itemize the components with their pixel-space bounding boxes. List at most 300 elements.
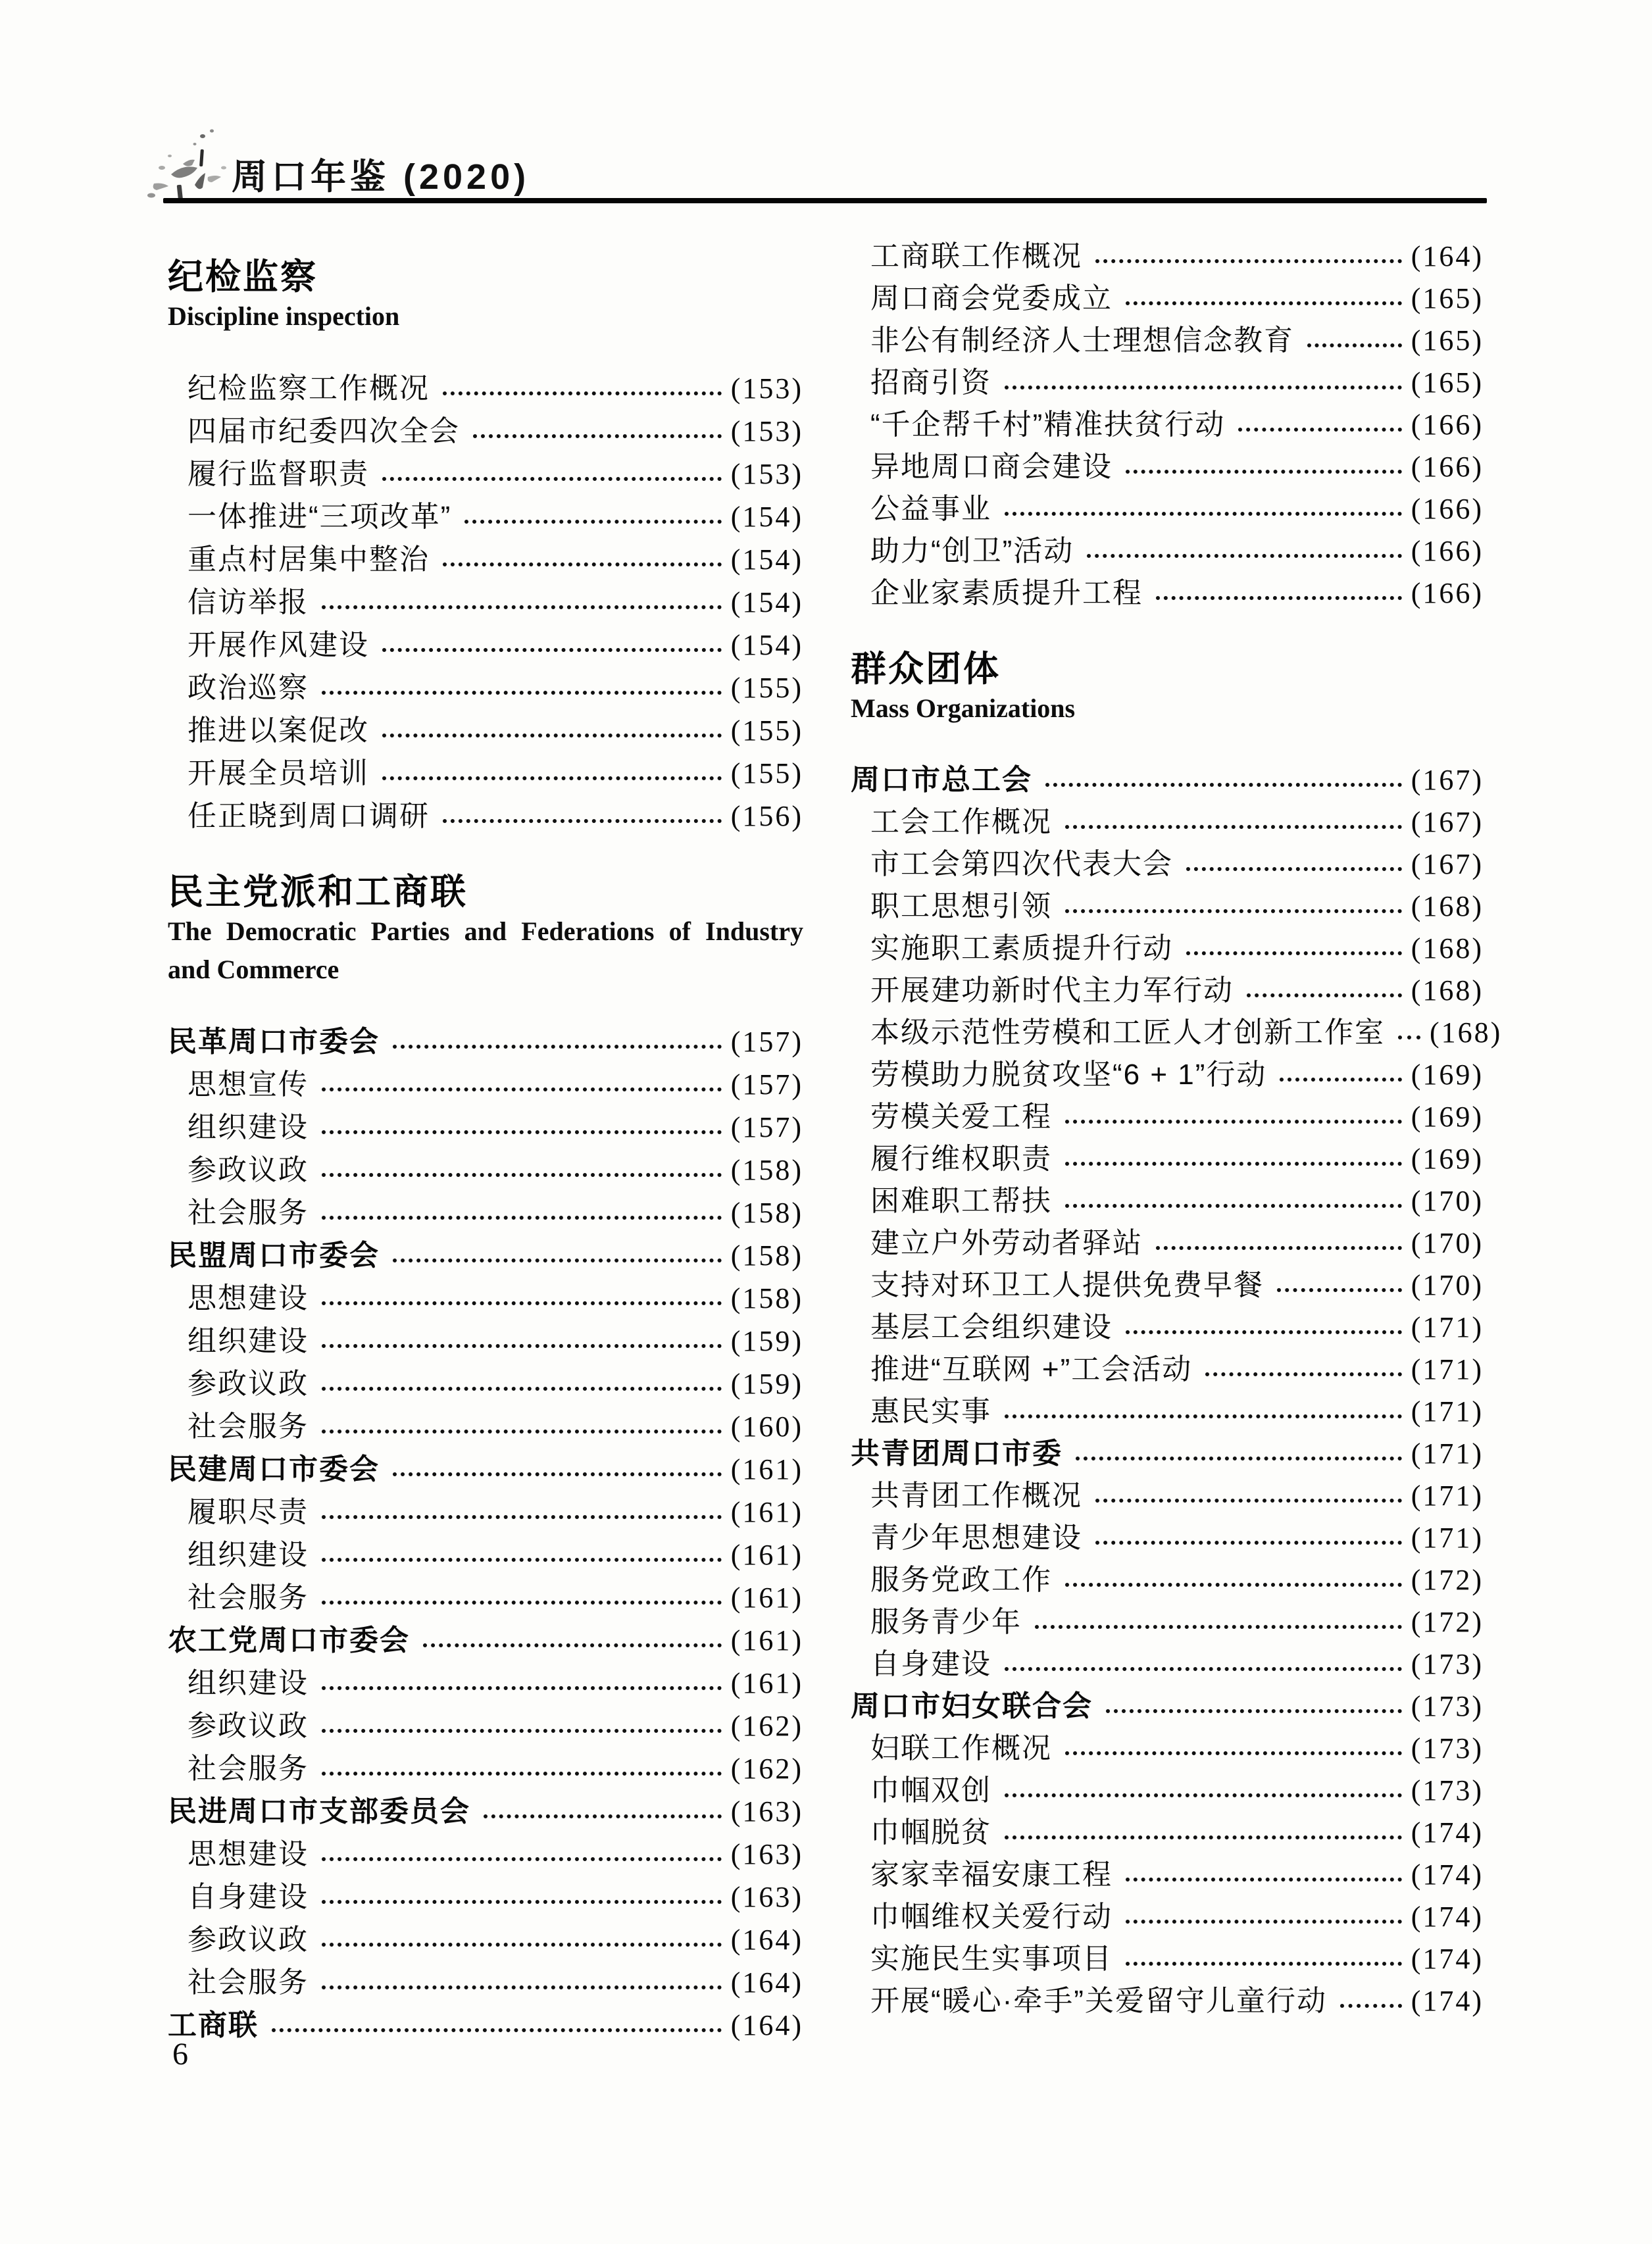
toc-entry-label: 本级示范性劳模和工匠人才创新工作室 (870, 1016, 1385, 1049)
toc-entry-row (851, 1685, 1484, 1728)
toc-entry-page: (171) (1411, 1480, 1484, 1512)
toc-entry-label: 任正晓到周口调研 (188, 800, 430, 832)
dot-leader (1087, 530, 1401, 558)
toc-entry-label: 公益事业 (870, 493, 991, 525)
toc-entry-label: “千企帮千村”精准扶贫行动 (870, 409, 1226, 441)
toc-entry-page: (164) (730, 2009, 803, 2041)
dot-leader (322, 1662, 722, 1690)
toc-entry-page: (174) (1411, 1901, 1484, 1933)
dot-leader (1340, 1980, 1402, 2008)
toc-entry-row (851, 1601, 1484, 1643)
section-title: 纪检监察 (168, 257, 318, 297)
dot-leader (393, 1234, 722, 1262)
toc-entry-page: (171) (1411, 1311, 1484, 1343)
toc-entry-page: (154) (730, 501, 803, 533)
toc-entry-page: (163) (730, 1881, 803, 1913)
toc-entry-row (851, 1559, 1484, 1601)
toc-entry-page: (155) (730, 672, 803, 704)
page-header-title: 周口年鉴 (2020) (232, 157, 530, 197)
toc-entry-row (851, 530, 1484, 572)
toc-entry-row (851, 1728, 1484, 1770)
toc-entry-label: 政治巡察 (188, 672, 309, 704)
dot-leader (484, 1790, 722, 1818)
section-subtitle: Mass Organizations (851, 693, 1076, 723)
toc-entry-row (851, 970, 1484, 1012)
toc-entry-label: 开展建功新时代主力军行动 (870, 974, 1234, 1007)
toc-entry-label: 开展“暖心·牵手”关爱留守儿童行动 (870, 1985, 1327, 2017)
toc-entry-label: 服务党政工作 (870, 1564, 1052, 1596)
dot-leader (322, 1277, 722, 1305)
toc-entry-label: 民进周口市支部委员会 (168, 1795, 470, 1828)
dot-leader (1247, 970, 1402, 997)
toc-entry-row (168, 1063, 803, 1106)
toc-entry-label: 实施职工素质提升行动 (870, 932, 1173, 964)
toc-entry-label: 纪检监察工作概况 (188, 372, 430, 405)
toc-entry-row (851, 320, 1484, 362)
toc-entry-row (168, 1106, 803, 1149)
toc-entry-label: 周口商会党委成立 (870, 282, 1113, 314)
toc-entry-label: 社会服务 (188, 1410, 309, 1443)
toc-entry-page: (169) (1411, 1059, 1484, 1091)
dot-leader (1238, 404, 1401, 432)
dot-leader (1126, 1307, 1402, 1334)
toc-entry-label: 自身建设 (870, 1648, 991, 1680)
toc-entry-page: (161) (730, 1453, 803, 1485)
toc-entry-label: 企业家素质提升工程 (870, 577, 1143, 609)
toc-entry-row (851, 801, 1484, 843)
toc-entry-label: 自身建设 (188, 1881, 309, 1913)
toc-entry-page: (163) (730, 1838, 803, 1870)
dot-leader (382, 752, 722, 780)
toc-entry-row (851, 1980, 1484, 2022)
dot-leader (1126, 1896, 1402, 1924)
toc-entry-label: 青少年思想建设 (870, 1522, 1082, 1554)
dot-leader (1065, 801, 1402, 829)
toc-entry-page: (168) (1411, 890, 1484, 922)
toc-entry-row (168, 1448, 803, 1491)
toc-entry-page: (165) (1411, 366, 1484, 399)
toc-entry-row (851, 1475, 1484, 1517)
toc-entry-label: 思想建设 (188, 1838, 309, 1870)
toc-entry-label: 参政议政 (188, 1924, 309, 1956)
toc-entry-label: 民革周口市委会 (168, 1026, 380, 1058)
toc-entry-row (851, 1938, 1484, 1980)
dot-leader (1186, 843, 1402, 871)
dot-leader (443, 538, 722, 566)
dot-leader (1065, 1138, 1402, 1166)
toc-entry-row (168, 581, 803, 624)
section-header (168, 864, 803, 989)
toc-column-right (851, 236, 1503, 2022)
toc-entry-label: 社会服务 (188, 1582, 309, 1614)
toc-entry-label: 思想宣传 (188, 1068, 309, 1101)
toc-entry-row (851, 362, 1484, 404)
toc-entry-row (851, 1896, 1484, 1938)
toc-entry-row (851, 488, 1484, 530)
toc-entry-label: 共青团工作概况 (870, 1480, 1082, 1512)
dot-leader (322, 1533, 722, 1562)
toc-entry-label: 思想建设 (188, 1282, 309, 1314)
toc-entry-label: 工商联 (168, 2009, 259, 2041)
toc-entry-row (168, 1020, 803, 1063)
toc-entry-page: (161) (730, 1496, 803, 1528)
toc-entry-page: (171) (1411, 1522, 1484, 1554)
section-header (168, 249, 803, 336)
toc-entry-label: 市工会第四次代表大会 (870, 848, 1173, 880)
toc-entry-row (168, 1491, 803, 1533)
dot-leader (1156, 572, 1402, 600)
toc-entry-page: (161) (730, 1667, 803, 1699)
toc-entry-row (168, 1362, 803, 1405)
toc-entry-page: (163) (730, 1795, 803, 1828)
dot-leader (1126, 446, 1402, 474)
toc-entry-row (168, 1234, 803, 1277)
toc-entry-label: 四届市纪委四次全会 (188, 415, 460, 447)
dot-leader (1205, 1349, 1401, 1376)
dot-leader (322, 1833, 722, 1861)
toc-entry-page: (172) (1411, 1564, 1484, 1596)
toc-entry-page: (168) (1430, 1016, 1503, 1049)
section-subtitle: Discipline inspection (168, 301, 400, 331)
toc-entry-page: (154) (730, 586, 803, 618)
toc-entry-row (168, 1405, 803, 1448)
toc-entry-row (851, 1643, 1484, 1685)
dot-leader (1005, 1770, 1402, 1797)
toc-entry-page: (164) (730, 1924, 803, 1956)
toc-entry-label: 组织建设 (188, 1667, 309, 1699)
toc-entry-page: (172) (1411, 1606, 1484, 1638)
toc-entry-label: 组织建设 (188, 1325, 309, 1357)
toc-entry-row (851, 1391, 1484, 1433)
dot-leader (322, 1576, 722, 1605)
toc-entry-label: 履行监督职责 (188, 458, 369, 490)
dot-leader (1005, 1391, 1402, 1418)
toc-entry-label: 巾帼维权关爱行动 (870, 1901, 1113, 1933)
toc-entry-row (168, 538, 803, 581)
toc-entry-page: (171) (1411, 1353, 1484, 1385)
dot-leader (322, 1961, 722, 1989)
dot-leader (1005, 1812, 1402, 1839)
dot-leader (322, 1876, 722, 1904)
toc-entry-label: 民建周口市委会 (168, 1453, 380, 1485)
toc-entry-row (168, 795, 803, 837)
toc-entry-row (168, 1833, 803, 1876)
toc-entry-label: 支持对环卫工人提供免费早餐 (870, 1269, 1264, 1301)
toc-entry-row (168, 2004, 803, 2047)
toc-entry-row (168, 1149, 803, 1191)
toc-entry-page: (166) (1411, 409, 1484, 441)
toc-entry-page: (159) (730, 1368, 803, 1400)
toc-entry-row (168, 1191, 803, 1234)
dot-leader (322, 1405, 722, 1434)
dot-leader (322, 666, 722, 695)
toc-entry-row (168, 1790, 803, 1833)
toc-entry-page: (166) (1411, 535, 1484, 567)
toc-entry-row (851, 446, 1484, 488)
dot-leader (322, 1747, 722, 1776)
toc-entry-row (851, 404, 1484, 446)
toc-entry-row (851, 928, 1484, 970)
toc-entry-row (168, 367, 803, 410)
toc-entry-page: (169) (1411, 1101, 1484, 1133)
toc-entry-row (168, 1576, 803, 1619)
toc-entry-label: 周口市总工会 (851, 764, 1032, 796)
toc-entry-page: (158) (730, 1282, 803, 1314)
dot-leader (1280, 1054, 1401, 1082)
dot-leader (473, 410, 722, 438)
toc-entry-label: 开展全员培训 (188, 757, 369, 789)
toc-entry-label: 劳模关爱工程 (870, 1101, 1052, 1133)
toc-column-left (168, 249, 803, 2047)
toc-entry-label: 巾帼脱贫 (870, 1816, 991, 1849)
toc-entry-page: (159) (730, 1325, 803, 1357)
toc-entry-label: 助力“创卫”活动 (870, 535, 1074, 567)
toc-entry-row (851, 759, 1484, 801)
toc-entry-row (851, 1854, 1484, 1896)
toc-entry-row (851, 236, 1484, 278)
toc-entry-page: (154) (730, 543, 803, 576)
toc-entry-label: 履职尽责 (188, 1496, 309, 1528)
toc-entry-page: (156) (730, 800, 803, 832)
dot-leader (382, 453, 722, 481)
toc-entry-page: (162) (730, 1753, 803, 1785)
toc-entry-label: 困难职工帮扶 (870, 1185, 1052, 1217)
dot-leader (322, 581, 722, 609)
toc-entry-row (851, 1770, 1484, 1812)
dot-leader (1156, 1222, 1402, 1250)
toc-entry-page: (167) (1411, 764, 1484, 796)
dot-leader (1035, 1601, 1402, 1629)
dot-leader (382, 624, 722, 652)
dot-leader (1095, 1517, 1402, 1545)
toc-entry-row (851, 572, 1484, 614)
dot-leader (382, 709, 722, 737)
dot-leader (1126, 278, 1402, 305)
dot-leader (443, 795, 722, 823)
toc-entry-page: (174) (1411, 1858, 1484, 1891)
toc-entry-label: 工会工作概况 (870, 806, 1052, 838)
toc-entry-page: (155) (730, 757, 803, 789)
toc-entry-label: 工商联工作概况 (870, 240, 1082, 272)
toc-entry-label: 重点村居集中整治 (188, 543, 430, 576)
toc-entry-page: (164) (1411, 240, 1484, 272)
dot-leader (322, 1362, 722, 1391)
toc-entry-page: (166) (1411, 451, 1484, 483)
toc-entry-page: (158) (730, 1197, 803, 1229)
toc-entry-page: (168) (1411, 932, 1484, 964)
toc-entry-row (168, 1747, 803, 1790)
toc-entry-label: 家家幸福安康工程 (870, 1858, 1113, 1891)
toc-entry-row (851, 843, 1484, 885)
dot-leader (322, 1320, 722, 1348)
toc-entry-label: 社会服务 (188, 1197, 309, 1229)
toc-entry-row (851, 278, 1484, 320)
toc-entry-row (168, 1876, 803, 1918)
dot-leader (322, 1705, 722, 1733)
dot-leader (1186, 928, 1402, 955)
toc-entry-label: 社会服务 (188, 1753, 309, 1785)
toc-entry-row (851, 1054, 1484, 1096)
toc-entry-page: (157) (730, 1068, 803, 1101)
dot-leader (1065, 1180, 1402, 1208)
dot-leader (1307, 320, 1402, 347)
dot-leader (393, 1020, 722, 1049)
toc-entry-page: (170) (1411, 1185, 1484, 1217)
toc-entry-label: 一体推进“三项改革” (188, 501, 452, 533)
dot-leader (272, 2004, 722, 2032)
toc-entry-row (168, 1533, 803, 1576)
header-rule (163, 198, 1487, 203)
toc-entry-row (168, 495, 803, 538)
toc-entry-label: 建立户外劳动者驿站 (870, 1227, 1143, 1259)
toc-entry-page: (161) (730, 1539, 803, 1571)
toc-entry-page: (167) (1411, 806, 1484, 838)
toc-entry-label: 职工思想引领 (870, 890, 1052, 922)
dot-leader (322, 1191, 722, 1220)
dot-leader (1065, 1728, 1402, 1755)
toc-entry-row (168, 1320, 803, 1362)
toc-entry-page: (174) (1411, 1943, 1484, 1975)
toc-entry-page: (165) (1411, 324, 1484, 357)
toc-entry-row (851, 1264, 1484, 1307)
toc-entry-page: (174) (1411, 1985, 1484, 2017)
toc-entry-page: (157) (730, 1111, 803, 1143)
dot-leader (1106, 1685, 1402, 1713)
section-header (851, 641, 1484, 728)
toc-entry-row (168, 1918, 803, 1961)
dot-leader (1065, 885, 1402, 913)
toc-entry-label: 推进以案促改 (188, 714, 369, 747)
toc-entry-row (851, 1812, 1484, 1854)
toc-entry-page: (158) (730, 1239, 803, 1272)
toc-entry-label: 参政议政 (188, 1154, 309, 1186)
dot-leader (1065, 1096, 1402, 1124)
toc-entry-page: (166) (1411, 577, 1484, 609)
section-title: 民主党派和工商联 (168, 872, 468, 912)
toc-entry-label: 劳模助力脱贫攻坚“6 + 1”行动 (870, 1059, 1267, 1091)
toc-entry-page: (173) (1411, 1648, 1484, 1680)
toc-entry-page: (154) (730, 629, 803, 661)
toc-entry-row (851, 1433, 1484, 1475)
toc-entry-page: (173) (1411, 1732, 1484, 1764)
toc-entry-page: (160) (730, 1410, 803, 1443)
toc-entry-label: 组织建设 (188, 1539, 309, 1571)
toc-entry-row (168, 1277, 803, 1320)
toc-entry-label: 周口市妇女联合会 (851, 1690, 1093, 1722)
dot-leader (322, 1149, 722, 1177)
toc-entry-row (168, 666, 803, 709)
toc-entry-page: (161) (730, 1582, 803, 1614)
toc-entry-label: 巾帼双创 (870, 1774, 991, 1807)
toc-entry-label: 信访举报 (188, 586, 309, 618)
toc-entry-page: (158) (730, 1154, 803, 1186)
toc-entry-row (851, 1349, 1484, 1391)
toc-entry-page: (155) (730, 714, 803, 747)
toc-entry-page: (167) (1411, 848, 1484, 880)
toc-entry-page: (164) (730, 1966, 803, 1999)
toc-entry-label: 社会服务 (188, 1966, 309, 1999)
dot-leader (322, 1063, 722, 1091)
toc-entry-page: (169) (1411, 1143, 1484, 1175)
dot-leader (322, 1918, 722, 1947)
dot-leader (1126, 1854, 1402, 1882)
dot-leader (1076, 1433, 1402, 1460)
section-subtitle: The Democratic Parties and Federations of Industry (168, 916, 803, 946)
toc-entry-row (851, 1222, 1484, 1264)
toc-entry-label: 农工党周口市委会 (168, 1624, 410, 1657)
toc-entry-row (851, 1096, 1484, 1138)
toc-entry-label: 参政议政 (188, 1710, 309, 1742)
toc-entry-row (851, 1180, 1484, 1222)
toc-entry-row (168, 709, 803, 752)
dot-leader (393, 1448, 722, 1476)
folio-page-number: 6 (172, 2037, 188, 2072)
toc-entry-row (168, 1662, 803, 1705)
toc-entry-page: (161) (730, 1624, 803, 1657)
toc-entry-label: 招商引资 (870, 366, 991, 399)
toc-entry-label: 履行维权职责 (870, 1143, 1052, 1175)
toc-entry-row (168, 624, 803, 666)
toc-entry-row (851, 1307, 1484, 1349)
toc-entry-page: (174) (1411, 1816, 1484, 1849)
toc-entry-row (851, 1012, 1503, 1054)
toc-entry-page: (171) (1411, 1395, 1484, 1428)
toc-entry-label: 共青团周口市委 (851, 1437, 1063, 1470)
toc-entry-page: (166) (1411, 493, 1484, 525)
toc-entry-page: (157) (730, 1026, 803, 1058)
toc-entry-label: 推进“互联网 +”工会活动 (870, 1353, 1193, 1385)
toc-entry-page: (168) (1411, 974, 1484, 1007)
toc-entry-page: (153) (730, 458, 803, 490)
dot-leader (1126, 1938, 1402, 1966)
section-title: 群众团体 (851, 649, 1001, 689)
toc-entry-page: (162) (730, 1710, 803, 1742)
toc-entry-row (168, 752, 803, 795)
toc-entry-page: (170) (1411, 1227, 1484, 1259)
dot-leader (1065, 1559, 1402, 1587)
toc-entry-label: 组织建设 (188, 1111, 309, 1143)
toc-entry-label: 妇联工作概况 (870, 1732, 1052, 1764)
dot-leader (1005, 488, 1402, 516)
toc-entry-page: (165) (1411, 282, 1484, 314)
toc-entry-row (168, 1619, 803, 1662)
toc-entry-row (168, 453, 803, 495)
toc-entry-label: 非公有制经济人士理想信念教育 (870, 324, 1294, 357)
toc-entry-page: (173) (1411, 1690, 1484, 1722)
toc-entry-row (851, 1517, 1484, 1559)
dot-leader (322, 1106, 722, 1134)
toc-entry-page: (173) (1411, 1774, 1484, 1807)
dot-leader (464, 495, 721, 524)
dot-leader (423, 1619, 722, 1647)
toc-entry-label: 基层工会组织建设 (870, 1311, 1113, 1343)
dot-leader (1005, 362, 1402, 389)
toc-entry-row (168, 410, 803, 453)
dot-leader (1095, 236, 1402, 263)
toc-entry-label: 惠民实事 (870, 1395, 991, 1428)
toc-entry-label: 参政议政 (188, 1368, 309, 1400)
dot-leader (1045, 759, 1402, 787)
section-subtitle: and Commerce (168, 955, 339, 984)
dot-leader (1095, 1475, 1402, 1503)
dot-leader (1005, 1643, 1402, 1671)
dot-leader (1277, 1264, 1402, 1292)
toc-entry-label: 服务青少年 (870, 1606, 1022, 1638)
dot-leader (443, 367, 722, 395)
toc-entry-page: (153) (730, 415, 803, 447)
toc-entry-label: 异地周口商会建设 (870, 451, 1113, 483)
toc-entry-label: 民盟周口市委会 (168, 1239, 380, 1272)
